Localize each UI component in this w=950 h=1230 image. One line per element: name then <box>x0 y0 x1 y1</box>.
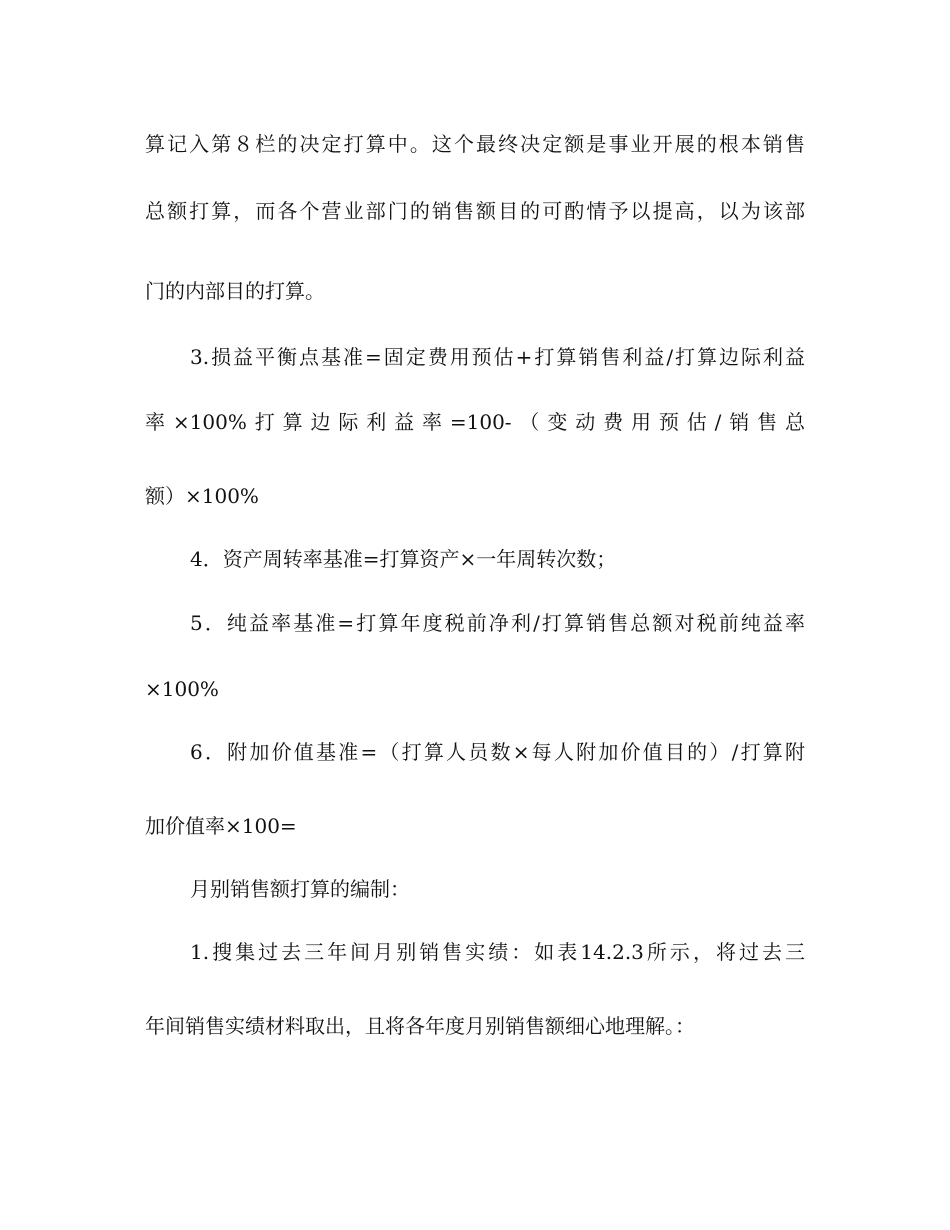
p4-line2: ×100% <box>145 677 219 701</box>
p1-line3: 门的内部目的打算。 <box>145 279 325 303</box>
p2-line1: 3.损益平衡点基准=固定费用预估+打算销售利益/打算边际利益 <box>190 345 805 369</box>
p5-line1: 6．附加价值基准=（打算人员数×每人附加价值目的）/打算附 <box>190 740 805 764</box>
p6-line1: 月别销售额打算的编制： <box>190 877 410 901</box>
p4-line1: 5．纯益率基准=打算年度税前净利/打算销售总额对税前纯益率 <box>190 611 805 635</box>
p7-line1: 1.搜集过去三年间月别销售实绩：如表14.2.3所示，将过去三 <box>190 940 805 964</box>
p5-line2: 加价值率×100= <box>145 814 297 838</box>
p1-line2: 总额打算，而各个营业部门的销售额目的可酌情予以提高，以为该部 <box>145 199 805 223</box>
p1-line1: 算记入第８栏的决定打算中。这个最终决定额是事业开展的根本销售 <box>145 132 805 156</box>
p7-line2: 年间销售实绩材料取出，且将各年度月别销售额细心地理解。： <box>145 1014 695 1038</box>
p3-line1: 4．资产周转率基准=打算资产×一年周转次数； <box>190 547 617 571</box>
p2-line2: 率×100%打算边际利益率=100-（变动费用预估/销售总 <box>145 410 805 434</box>
p2-line3: 额）×100% <box>145 484 259 508</box>
